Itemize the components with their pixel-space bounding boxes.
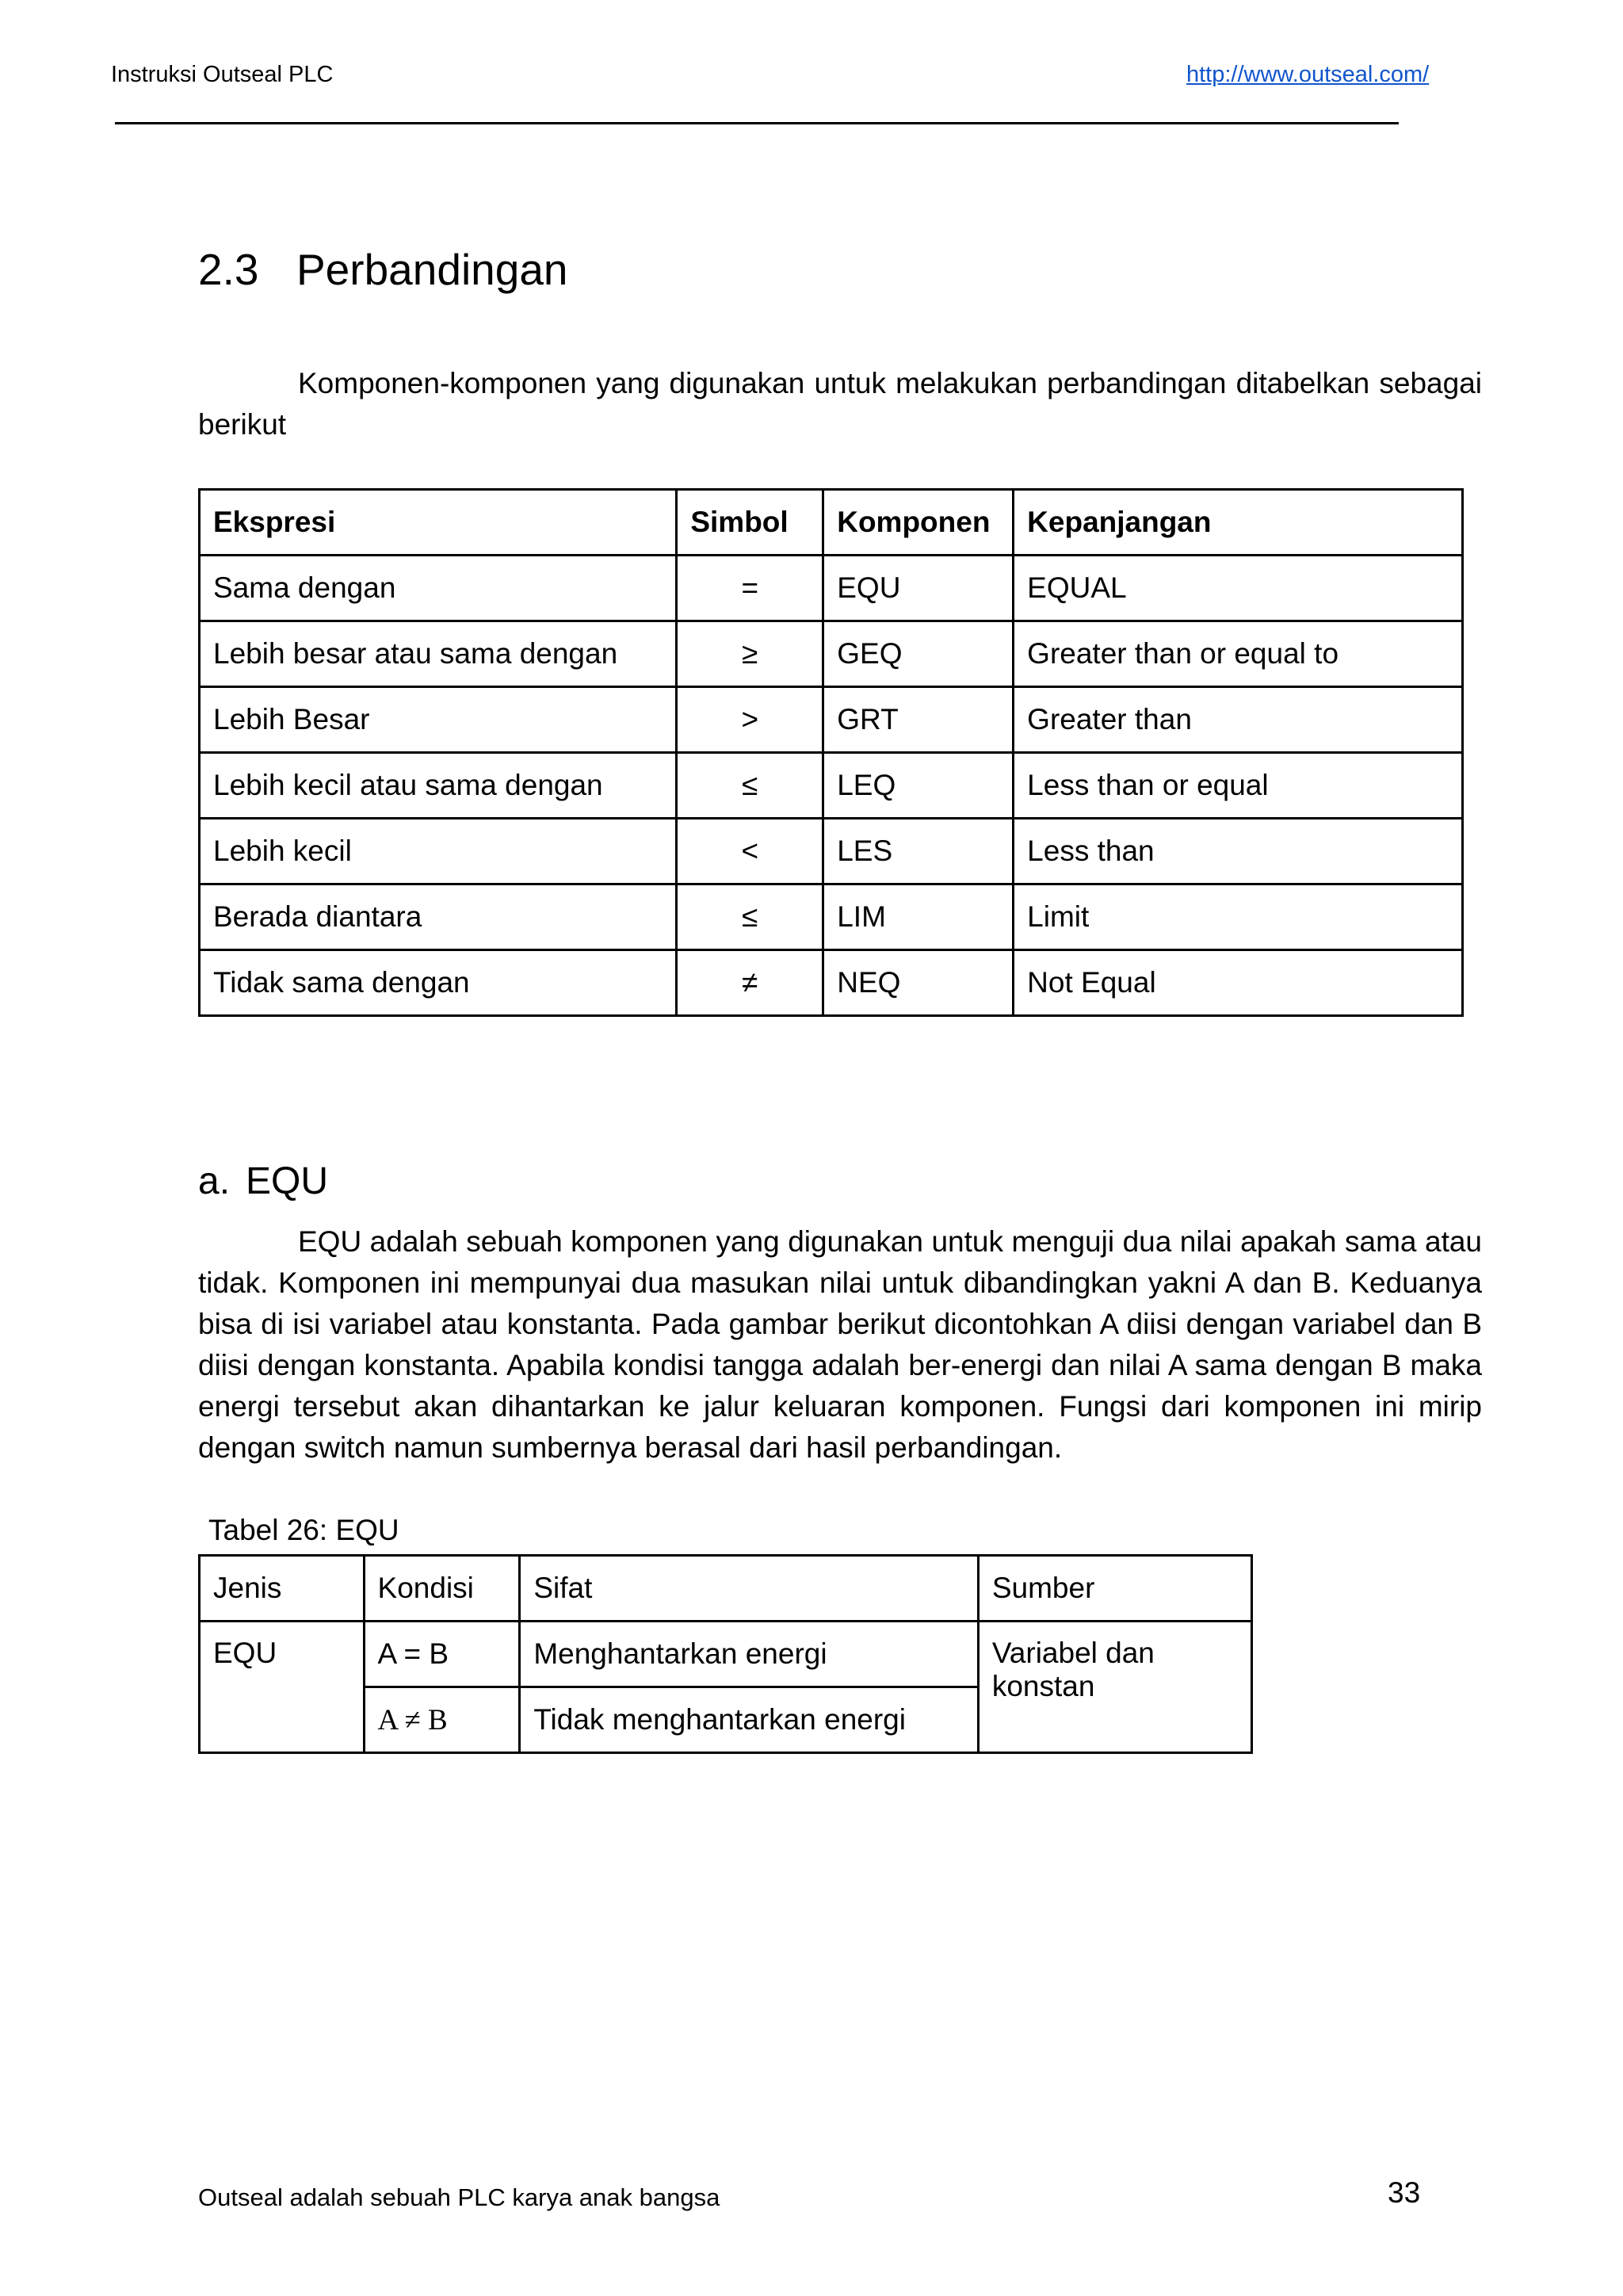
symbol-cell: ≥ — [677, 621, 823, 687]
header-title: Instruksi Outseal PLC — [111, 62, 334, 87]
header-cell: Jenis — [200, 1556, 365, 1622]
symbol-cell: ≤ — [677, 753, 823, 819]
sifat-cell: Tidak menghantarkan energi — [520, 1687, 979, 1753]
component-cell: LEQ — [823, 753, 1014, 819]
page-number: 33 — [1388, 2176, 1421, 2209]
expression-cell: Lebih kecil atau sama dengan — [200, 753, 677, 819]
meaning-cell: Not Equal — [1014, 950, 1463, 1016]
header-url-link[interactable]: http://www.outseal.com/ — [1186, 62, 1430, 87]
meaning-cell: Limit — [1014, 884, 1463, 950]
component-cell: LES — [823, 819, 1014, 884]
expression-cell: Berada diantara — [200, 884, 677, 950]
section-number: 2.3 — [198, 245, 259, 294]
header-cell: Kepanjangan — [1014, 490, 1463, 556]
table-row — [200, 819, 1463, 884]
component-cell: NEQ — [823, 950, 1014, 1016]
header-cell: Sifat — [520, 1556, 979, 1622]
equ-description-paragraph: EQU adalah sebuah komponen yang digunakan untuk menguji dua nilai apakah sama atau tidak. Komponen ini mempunyai dua masukan nilai untuk dibandingkan yakni A dan B. Keduanya bisa di isi variabel atau konstanta. Pada gambar berikut dicontohkan A diisi dengan variabel dan B diisi dengan konstanta. Apabila kondisi tangga adalah ber-energi dan nilai A sama dengan B maka energi tersebut akan dihantarkan ke jalur keluaran komponen. Fungsi dari komponen ini mirip dengan switch namun sumbernya berasal dari hasil perbandingan. — [198, 1225, 1482, 1464]
equ-table — [198, 1554, 1253, 1754]
table-row — [200, 687, 1463, 753]
header-divider — [115, 122, 1399, 124]
sumber-cell: Variabel dan konstan — [978, 1622, 1251, 1753]
header-cell: Ekspresi — [200, 490, 677, 556]
expression-cell: Sama dengan — [200, 556, 677, 621]
symbol-cell: > — [677, 687, 823, 753]
component-cell: GRT — [823, 687, 1014, 753]
kondisi-cell: A = B — [364, 1622, 520, 1687]
expression-cell: Lebih Besar — [200, 687, 677, 753]
table-header-row — [200, 1556, 1252, 1622]
meaning-cell: Less than — [1014, 819, 1463, 884]
expression-cell: Tidak sama dengan — [200, 950, 677, 1016]
footer-tagline: Outseal adalah sebuah PLC karya anak bangsa — [198, 2183, 720, 2211]
symbol-cell: ≤ — [677, 884, 823, 950]
header-cell: Kondisi — [364, 1556, 520, 1622]
kondisi-cell: A ≠ B — [364, 1687, 520, 1753]
meaning-cell: EQUAL — [1014, 556, 1463, 621]
symbol-cell: ≠ — [677, 950, 823, 1016]
subsection-title: EQU — [246, 1160, 329, 1202]
header-cell: Simbol — [677, 490, 823, 556]
table-row — [200, 556, 1463, 621]
table-caption: Tabel 26: EQU — [208, 1514, 399, 1546]
table-header-row — [200, 490, 1463, 556]
component-cell: EQU — [823, 556, 1014, 621]
subsection-number: a. — [198, 1160, 231, 1202]
table-row — [200, 1622, 1252, 1687]
meaning-cell: Greater than or equal to — [1014, 621, 1463, 687]
jenis-cell: EQU — [200, 1622, 365, 1753]
sifat-cell: Menghantarkan energi — [520, 1622, 979, 1687]
meaning-cell: Greater than — [1014, 687, 1463, 753]
section-title: Perbandingan — [296, 245, 568, 294]
table-row — [200, 753, 1463, 819]
meaning-cell: Less than or equal — [1014, 753, 1463, 819]
symbol-cell: < — [677, 819, 823, 884]
symbol-cell: = — [677, 556, 823, 621]
expression-cell: Lebih kecil — [200, 819, 677, 884]
header-cell: Komponen — [823, 490, 1014, 556]
table-row — [200, 950, 1463, 1016]
component-cell: LIM — [823, 884, 1014, 950]
table-row — [200, 884, 1463, 950]
section-heading — [198, 244, 568, 295]
intro-paragraph: Komponen-komponen yang digunakan untuk melakukan perbandingan ditabelkan sebagai berikut — [198, 367, 1482, 441]
component-cell: GEQ — [823, 621, 1014, 687]
header-cell: Sumber — [978, 1556, 1251, 1622]
subsection-heading — [198, 1159, 328, 1203]
expression-cell: Lebih besar atau sama dengan — [200, 621, 677, 687]
table-row — [200, 621, 1463, 687]
comparison-table — [198, 488, 1464, 1017]
